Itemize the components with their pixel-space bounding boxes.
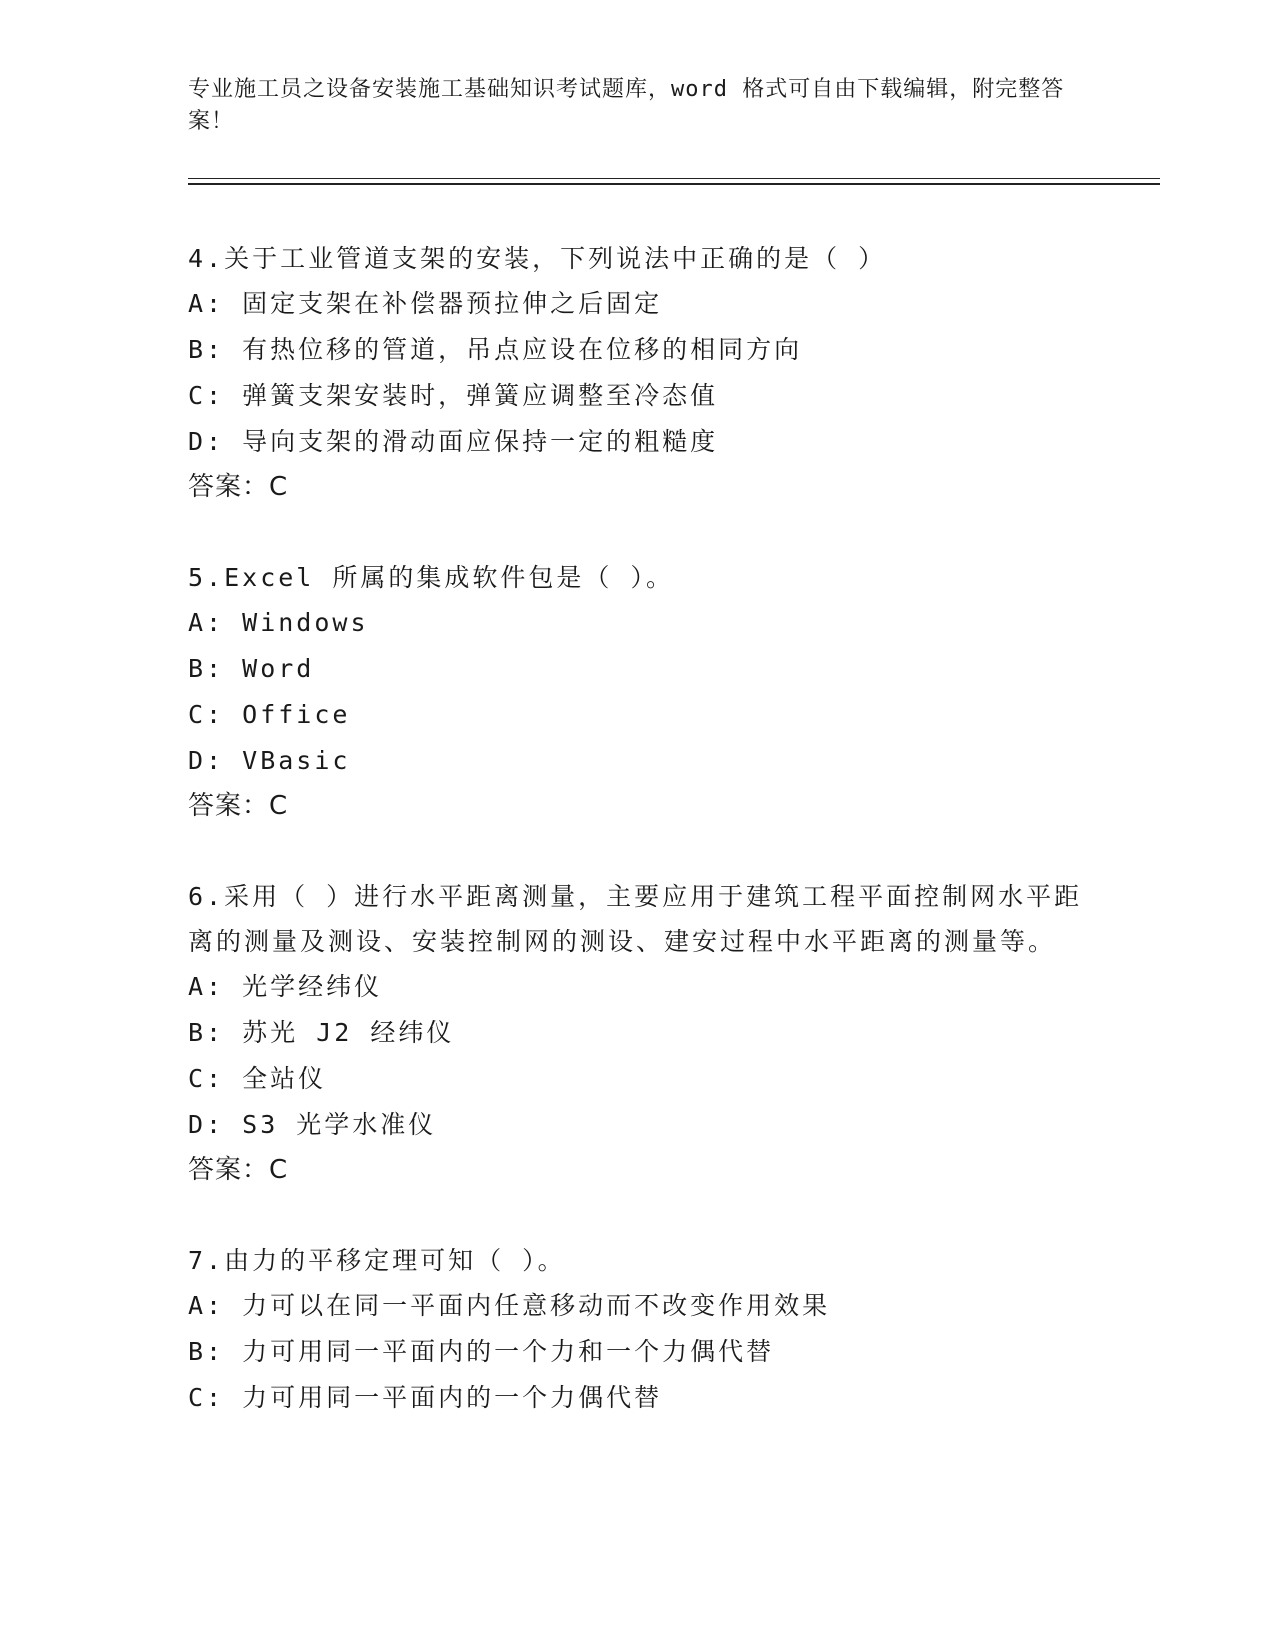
answer: 答案：C: [188, 472, 289, 502]
option-b: B: 力可用同一平面内的一个力和一个力偶代替: [188, 1337, 775, 1366]
question-stem: 5.Excel 所属的集成软件包是（ ）。: [188, 563, 674, 592]
question-stem: 6.采用（ ）进行水平距离测量，主要应用于建筑工程平面控制网水平距离的测量及测设、安装控制网的测设、建安过程中水平距离的测量等。: [188, 882, 1083, 956]
option-c: C: 弹簧支架安装时，弹簧应调整至冷态值: [188, 381, 719, 410]
option-d: D: S3 光学水准仪: [188, 1110, 437, 1139]
option-a: A: 力可以在同一平面内任意移动而不改变作用效果: [188, 1291, 831, 1320]
question-7: [188, 1238, 1088, 1421]
header-divider-thick: [188, 183, 1160, 185]
option-a: A: 固定支架在补偿器预拉伸之后固定: [188, 289, 663, 318]
question-stem: 4.关于工业管道支架的安装，下列说法中正确的是（ ）: [188, 244, 887, 273]
option-c: C: 力可用同一平面内的一个力偶代替: [188, 1383, 663, 1412]
option-c: C: 全站仪: [188, 1064, 327, 1093]
option-a: A: Windows: [188, 608, 369, 637]
answer: 答案：C: [188, 791, 289, 821]
option-b: B: Word: [188, 654, 315, 683]
question-6: [188, 874, 1088, 1193]
option-b: B: 有热位移的管道，吊点应设在位移的相同方向: [188, 335, 803, 364]
document-header: 专业施工员之设备安装施工基础知识考试题库，word 格式可自由下载编辑，附完整答案！: [188, 77, 1065, 134]
header-divider-thin: [188, 178, 1160, 179]
option-d: D: VBasic: [188, 746, 351, 775]
answer: 答案：C: [188, 1155, 289, 1185]
question-5: [188, 555, 1088, 829]
question-list: [188, 236, 1088, 1466]
question-4: [188, 236, 1088, 510]
option-c: C: Office: [188, 700, 351, 729]
option-d: D: 导向支架的滑动面应保持一定的粗糙度: [188, 427, 719, 456]
option-b: B: 苏光 J2 经纬仪: [188, 1018, 455, 1047]
option-a: A: 光学经纬仪: [188, 972, 383, 1001]
question-stem: 7.由力的平移定理可知（ ）。: [188, 1246, 566, 1275]
